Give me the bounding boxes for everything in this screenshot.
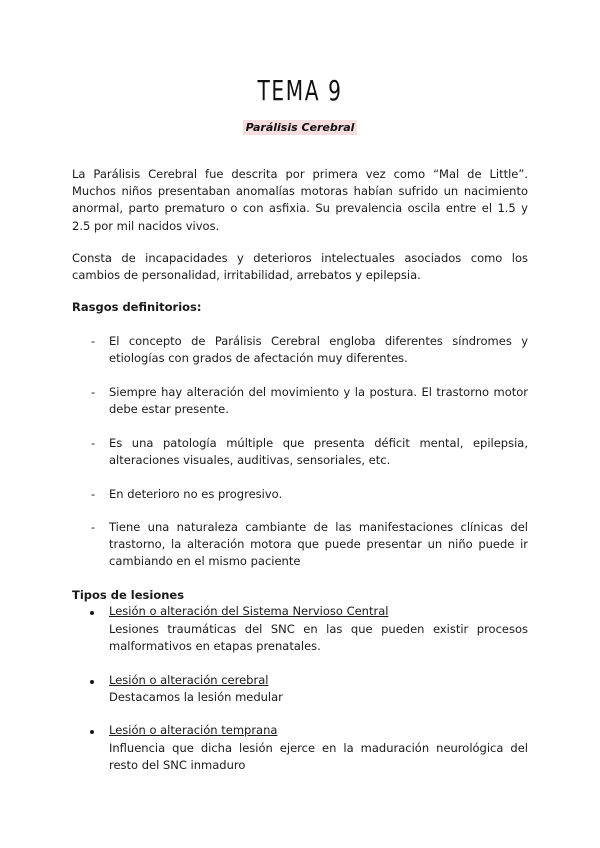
tipo-item-2-text: Destacamos la lesión medular — [109, 690, 283, 704]
rasgo-item-3: Es una patología múltiple que presenta déficit mental, epilepsia, alteraciones visuales, auditivas, sensoriales, etc. — [109, 436, 528, 468]
tipo-item-1-text: Lesiones traumáticas del SNC en las que pueden existir procesos malformativos en etapas prenatales. — [109, 622, 528, 654]
bullet-icon — [90, 611, 94, 615]
subtitle-container — [0, 116, 600, 135]
list-dash-marker: - — [91, 436, 96, 450]
page-subtitle: Parálisis Cerebral — [243, 120, 358, 135]
tipo-item-2-title: Lesión o alteración cerebral — [109, 673, 269, 687]
tipo-item-3-text: Influencia que dicha lesión ejerce en la maduración neurológica del resto del SNC inmaduro — [109, 741, 528, 773]
intro-paragraph-2: Consta de incapacidades y deterioros intelectuales asociados como los cambios de personalidad, irritabilidad, arrebatos y epilepsia. — [72, 251, 528, 283]
tipo-item-3-title: Lesión o alteración temprana — [109, 723, 278, 737]
tipos-heading: Tipos de lesiones — [72, 588, 185, 602]
bullet-icon — [90, 730, 94, 734]
list-dash-marker: - — [91, 385, 96, 399]
bullet-icon — [90, 680, 94, 684]
intro-paragraph-1: La Parálisis Cerebral fue descrita por primera vez como “Mal de Little”. Muchos niños presentaban anomalías motoras habían sufrido un nacimiento anormal, parto prematuro o con asfixia. Su prevalencia oscila entre el 1.5 y 2.5 por mil nacidos vivos. — [72, 167, 528, 233]
rasgo-item-4: En deterioro no es progresivo. — [109, 487, 283, 501]
rasgo-item-2: Siempre hay alteración del movimiento y la postura. El trastorno motor debe estar presente. — [109, 385, 528, 417]
list-dash-marker: - — [91, 487, 96, 501]
rasgos-heading: Rasgos definitorios: — [72, 300, 202, 314]
list-dash-marker: - — [91, 334, 96, 348]
list-dash-marker: - — [91, 520, 96, 534]
rasgo-item-5: Tiene una naturaleza cambiante de las manifestaciones clínicas del trastorno, la alteración motora que puede presentar un niño puede ir cambiando en el mismo paciente — [109, 520, 528, 569]
page-title: TEMA 9 — [257, 74, 343, 107]
tipo-item-1-title: Lesión o alteración del Sistema Nervioso Central — [109, 604, 389, 618]
rasgo-item-1: El concepto de Parálisis Cerebral engloba diferentes síndromes y etiologías con grados de afectación muy diferentes. — [109, 334, 528, 366]
